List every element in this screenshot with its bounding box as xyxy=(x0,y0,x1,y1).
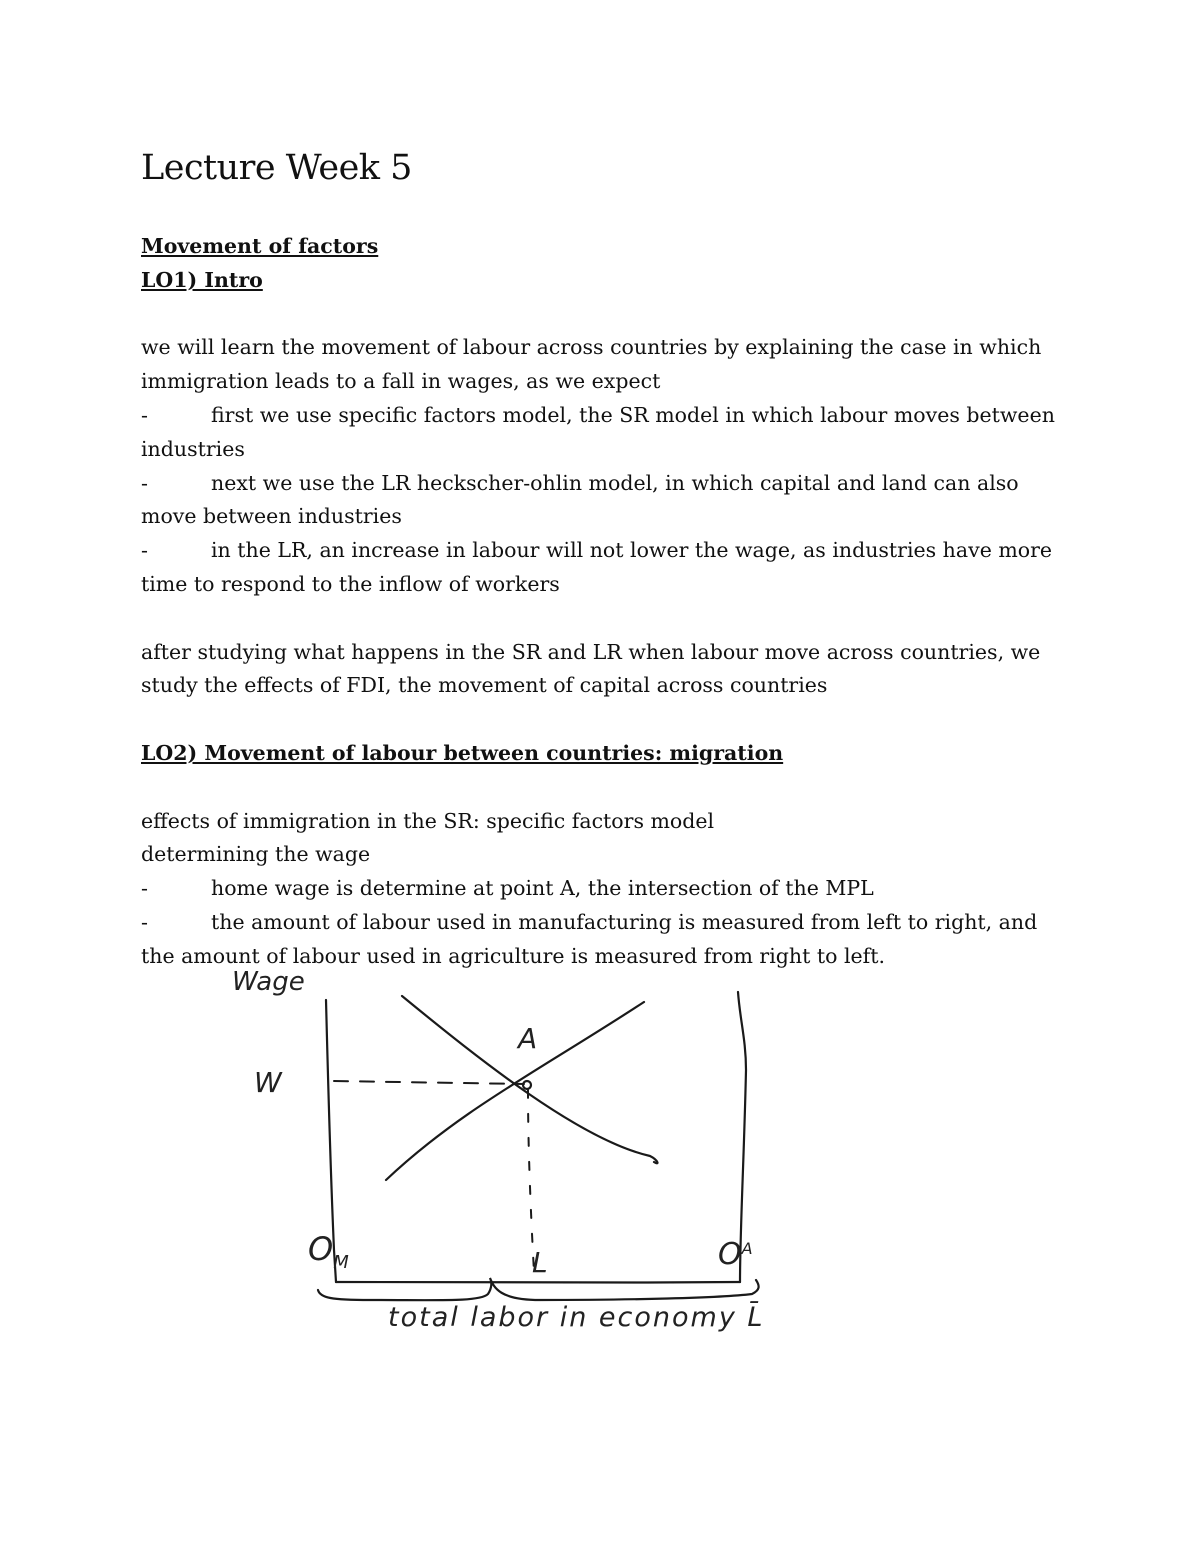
origin-agriculture-label xyxy=(718,1237,753,1272)
lo1-paragraph-2: after studying what happens in the SR and LR when labour move across countries, we study the effects of FDI, the movement of capital across countries xyxy=(141,639,1041,698)
y-axis-label: Wage xyxy=(232,967,305,997)
origin-subscript: A xyxy=(741,1239,753,1258)
lo1-bullet xyxy=(141,399,1071,467)
bullet-text: home wage is determine at point A, the intersection of the MPL xyxy=(211,876,874,901)
section-heading: Movement of factors xyxy=(141,234,379,258)
total-labor-label: total labor in economy L̄ xyxy=(388,1302,765,1333)
lo2-line-1: effects of immigration in the SR: specific factors model xyxy=(141,808,715,833)
lo2-bullet xyxy=(141,872,1071,906)
labor-point-label: L xyxy=(532,1246,548,1279)
handwritten-diagram xyxy=(200,960,800,1340)
lo1-paragraph-1: we will learn the movement of labour across countries by explaining the case in which immigration leads to a fall in wages, as we expect xyxy=(141,335,1042,394)
bullet-marker: - xyxy=(141,402,148,427)
origin-subscript: M xyxy=(333,1252,349,1273)
spacer xyxy=(141,703,1071,737)
wage-label: W xyxy=(254,1066,282,1099)
origin-letter: O xyxy=(718,1237,742,1272)
lo1-bullet xyxy=(141,467,1071,535)
spacer xyxy=(141,771,1071,805)
spacer xyxy=(141,602,1071,636)
spacer xyxy=(141,298,1071,332)
bullet-marker: - xyxy=(141,538,148,563)
bottom-axis xyxy=(336,1282,740,1283)
document-body xyxy=(141,230,1071,974)
diagram-svg xyxy=(200,960,800,1340)
mpl-agriculture-curve xyxy=(386,1002,644,1180)
lo1-bullet xyxy=(141,534,1071,602)
bullet-text: first we use specific factors model, the SR model in which labour moves between industries xyxy=(141,402,1055,461)
bullet-marker: - xyxy=(141,470,148,495)
labor-dashed-line xyxy=(528,1090,534,1272)
origin-manufacturing-label xyxy=(308,1230,349,1273)
bullet-marker: - xyxy=(141,876,148,901)
bullet-text: the amount of labour used in manufacturing is measured from left to right, and the amount of labour used in agriculture is measured from right to left. xyxy=(141,909,1038,968)
lo1-heading: LO1) Intro xyxy=(141,267,263,292)
equilibrium-point xyxy=(523,1081,531,1089)
lo2-heading: LO2) Movement of labour between countries: migration xyxy=(141,740,784,765)
wage-dashed-line xyxy=(334,1081,524,1084)
page-title: Lecture Week 5 xyxy=(141,148,412,188)
bullet-text: in the LR, an increase in labour will not lower the wage, as industries have more time to respond to the inflow of workers xyxy=(141,538,1053,596)
lo2-line-2: determining the wage xyxy=(141,842,371,867)
bullet-marker: - xyxy=(141,909,148,934)
origin-letter: O xyxy=(308,1230,334,1268)
bullet-text: next we use the LR heckscher-ohlin model, in which capital and land can also move between industries xyxy=(141,470,1019,529)
point-a-label: A xyxy=(518,1022,538,1055)
